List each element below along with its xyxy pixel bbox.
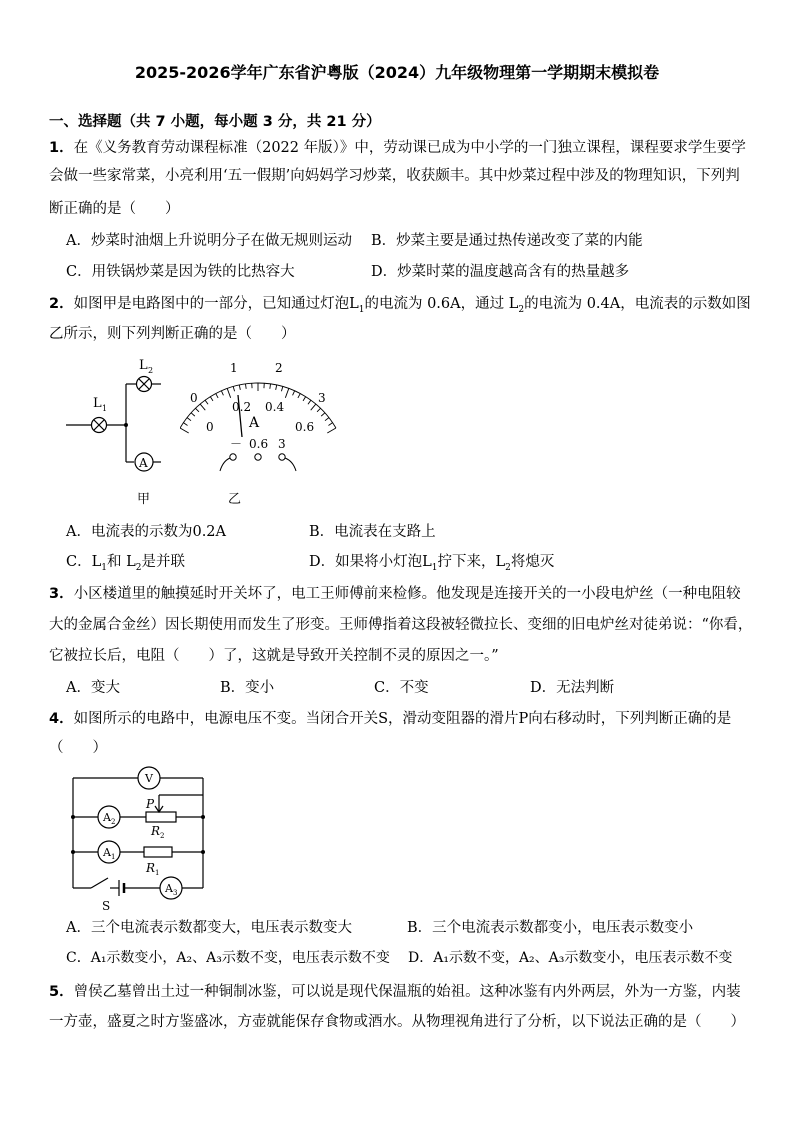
dial-tick-mark [221,391,223,396]
slider-p-label: P [146,797,155,811]
dial-tick-bottom-3: 0.6 [295,420,315,434]
switch-s-label: S [102,899,111,913]
dial-tick-mark [327,428,336,433]
dial-tick-bottom-1: 0.2 [232,400,252,414]
q3-option-a[interactable]: A．变大 [66,680,120,696]
dial-tick-mark [293,391,295,396]
ammeter-a2-label: A [103,811,111,824]
svg-text:1: 1 [102,404,108,413]
svg-text:3: 3 [173,889,178,897]
q3-stem-line3: 它被拉长后，电阻（ ）了，这就是导致开关控制不灵的原因之一。” [49,648,499,664]
q4-option-a[interactable]: A．三个电流表示数都变大，电压表示数变大 [66,920,352,936]
q4-option-b[interactable]: B．三个电流表示数都变小，电压表示数变小 [407,920,694,936]
q3-stem-line2: 大的金属合金丝）因长期使用而发生了形变。王师傅指着这段被轻微拉长、变细的旧电炉丝对徒弟说：“你看， [49,617,753,633]
q2-stem-line1: 2．如图甲是电路图中的一部分，已知通过灯泡$L_1$的电流为 0.6A，通过 $L_2$的电流为 0.4A，电流表的示数如图 [49,296,751,315]
label-l2: L [139,358,148,373]
resistor-r1-label: R [146,861,156,875]
q3-stem-line1: 3．小区楼道里的触摸延时开关坏了，电工王师傅前来检修。他发现是连接开关的一小段电炉丝（一种电阻较 [49,586,741,602]
dial-tick-bottom-2: 0.4 [265,400,285,414]
q1-option-b[interactable]: B．炒菜主要是通过热传递改变了菜的内能 [371,233,643,249]
dial-tick-mark [205,400,208,404]
dial-tick-mark [317,408,320,412]
dial-tick-mark [233,386,234,391]
dial-tick-bottom-0: 0 [206,420,214,434]
q4-stem-line2: （ ） [49,740,107,756]
q2-option-d[interactable]: D．如果将小灯泡$L_1$拧下来，$L_2$将熄灭 [309,554,555,573]
q1-stem-line2: 会做一些家常菜，小亮利用‘五一假期’向妈妈学习炒菜，收获颇丰。其中炒菜过程中涉及的物理知识，下列判 [49,168,740,184]
q1-stem-line1: 1．在《义务教育劳动课程标准（2022 年版）》中，劳动课已成为中小学的一门独立课程，课程要求学生要学 [49,140,746,156]
figure-label-yi: 乙 [228,492,242,507]
dial-tick-mark [216,394,218,398]
dial-tick-mark [200,404,205,410]
q2-stem-line2: 乙所示，则下列判断正确的是（ ） [49,326,296,342]
q3-number: 3． [49,586,74,602]
dial-tick-mark [325,418,329,421]
q1-option-c[interactable]: C．用铁锅炒菜是因为铁的比热容大 [66,264,295,280]
voltmeter-label: V [145,772,153,785]
dial-tick-top-3: 3 [318,391,326,405]
q4-number: 4． [49,711,74,727]
dial-tick-mark [239,385,240,390]
q3-option-c[interactable]: C．不变 [374,680,429,696]
dial-tick-top-1: 1 [230,361,238,375]
dial-tick-mark [303,397,306,401]
q2-option-c[interactable]: C．$L_1$和 $L_2$是并联 [66,554,185,573]
q4-option-c[interactable]: C．A₁示数变小，A₂、A₃示数不变，电压表示数不变 [66,950,390,966]
terminal-negative: － [230,437,243,451]
circuit-diagram-q4 [66,764,216,914]
dial-tick-mark [270,384,271,389]
dial-tick-mark [308,400,311,404]
dial-tick-mark [311,404,316,410]
dial-tick-mark [227,388,230,397]
dial-tick-mark [281,386,282,391]
q1-option-d[interactable]: D．炒菜时菜的温度越高含有的热量越多 [371,264,630,280]
label-l1: L [93,396,102,411]
ammeter-dial-yi [180,355,340,510]
svg-text:2: 2 [111,818,116,826]
figure-label-jia: 甲 [137,492,151,507]
q3-option-b[interactable]: B．变小 [220,680,275,696]
dial-tick-mark [328,423,332,426]
dial-tick-mark [210,397,213,401]
dial-tick-mark [187,418,191,421]
dial-tick-mark [245,384,246,389]
q3-option-d[interactable]: D．无法判断 [530,680,615,696]
resistor-r2-label: R [151,824,161,838]
svg-text:2: 2 [148,366,154,375]
q1-stem-line3: 断正确的是（ ） [49,201,180,217]
dial-tick-mark [180,428,189,433]
terminal-3: 3 [278,437,286,451]
ammeter-a3-label: A [165,882,173,895]
dial-tick-mark [298,394,300,398]
svg-text:1: 1 [155,869,160,877]
q5-number: 5． [49,984,74,1000]
q2-option-a[interactable]: A．电流表的示数为0.2A [66,524,227,540]
q4-stem-line1: 4．如图所示的电路中，电源电压不变。当闭合开关S，滑动变阻器的滑片P向右移动时，下列判断正确的是 [49,711,732,727]
dial-tick-mark [276,385,277,390]
page-title: 2025-2026学年广东省沪粤版（2024）九年级物理第一学期期末模拟卷 [134,63,660,82]
terminal-0-6: 0.6 [249,437,269,451]
q2-option-b[interactable]: B．电流表在支路上 [309,524,436,540]
q5-stem-line1: 5．曾侯乙墓曾出土过一种铜制冰鉴，可以说是现代保温瓶的始祖。这种冰鉴有内外两层，外为一方鉴，内装 [49,984,741,1000]
svg-text:1: 1 [111,853,116,861]
dial-tick-mark [183,423,187,426]
q1-number: 1． [49,140,74,156]
svg-text:2: 2 [160,832,165,840]
q4-option-d[interactable]: D．A₁示数不变，A₂、A₃示数变小，电压表示数不变 [408,950,733,966]
q1-option-a[interactable]: A．炒菜时油烟上升说明分子在做无规则运动 [66,233,352,249]
q2-number: 2． [49,296,74,312]
circuit-diagram-jia [60,355,175,510]
ammeter-a1-label: A [103,846,111,859]
dial-tick-mark [191,413,195,416]
dial-tick-top-0: 0 [190,391,198,405]
dial-tick-mark [321,413,325,416]
section-heading: 一、选择题（共 7 小题，每小题 3 分，共 21 分） [49,114,381,130]
ammeter-symbol: A [139,456,148,470]
q5-stem-line2: 一方壶，盛夏之时方鉴盛冰，方壶就能保存食物或酒水。从物理视角进行了分析，以下说法正确的是（ ） [49,1014,745,1030]
dial-tick-top-2: 2 [275,361,283,375]
dial-unit: A [249,415,260,431]
dial-tick-mark [195,408,198,412]
dial-tick-mark [285,388,288,397]
